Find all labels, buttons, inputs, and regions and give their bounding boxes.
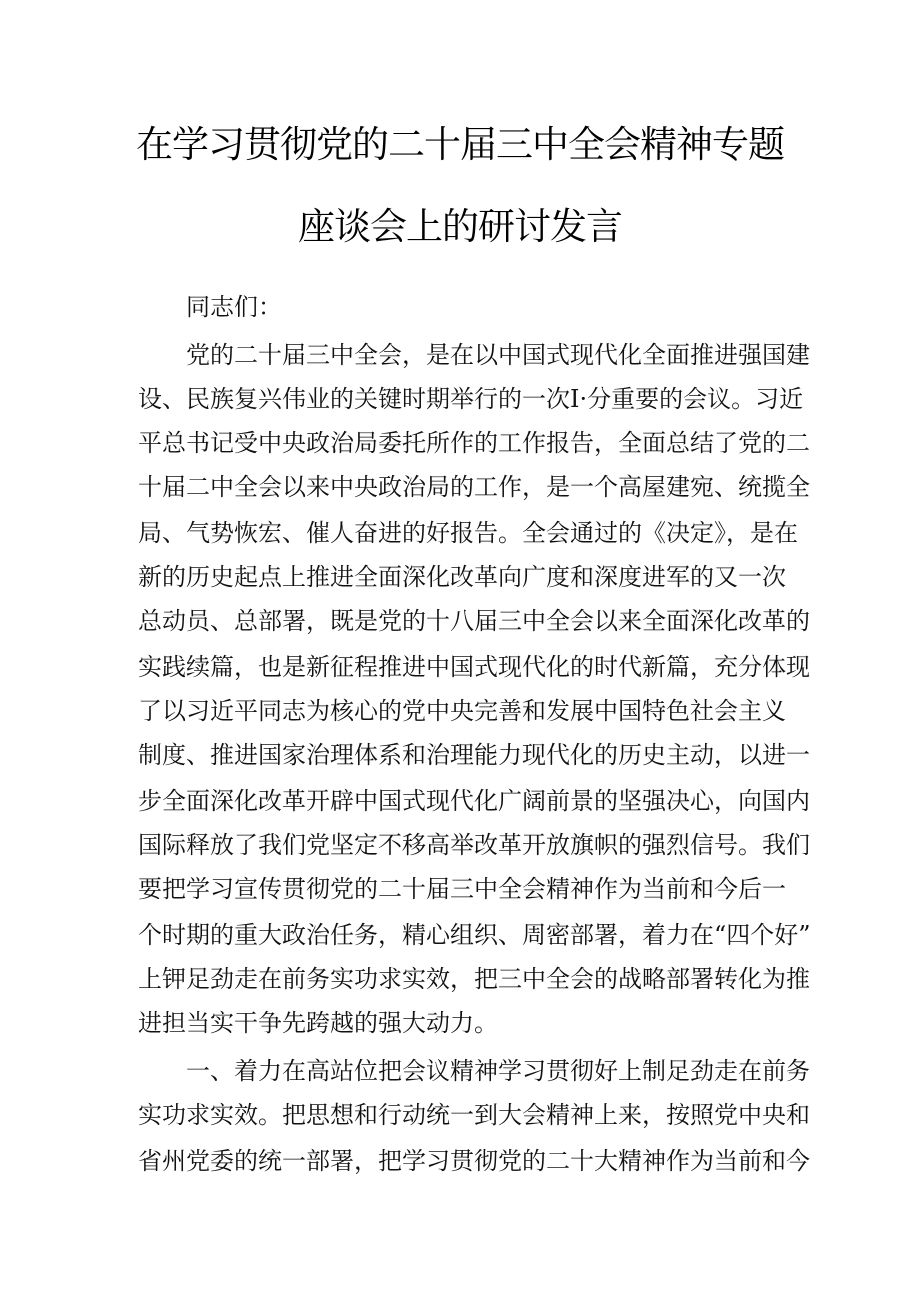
body-line: 了以习近平同志为核心的党中央完善和发展中国特色社会主义 — [138, 697, 786, 725]
body-line: 制度、推进国家治理体系和治理能力现代化的历史主动，以进一 — [138, 741, 810, 769]
body-line: 个时期的重大政治任务，精心组织、周密部署，着力在“四个好” — [138, 921, 811, 949]
body-line: 党的二十届三中全会，是在以中国式现代化全面推进强国建 — [186, 341, 810, 369]
body-line: 十届二中全会以来中央政治局的工作，是一个高屋建宛、统揽全 — [138, 473, 810, 501]
body-line: 上钾足劲走在前务实功求实效，把三中全会的战略部署转化为推 — [138, 965, 810, 993]
body-line: 局、气势恢宏、催人奋进的好报告。全会通过的《决定》，是在 — [138, 519, 798, 547]
section-heading-line: 一、着力在高站位把会议精神学习贯彻好上制足劲走在前务 — [186, 1057, 810, 1085]
body-line: 总动员、总部署，既是党的十八届三中全会以来全面深化改革的 — [138, 607, 810, 635]
body-line: 实功求实效。把思想和行动统一到大会精神上来，按照党中央和 — [138, 1101, 810, 1129]
body-line: 新的历史起点上推进全面深化改革向广度和深度进军的又一次 — [138, 563, 786, 591]
salutation: 同志们： — [186, 293, 282, 321]
body-line: 步全面深化改革开辟中国式现代化广阔前景的坚强决心，向国内 — [138, 787, 810, 815]
body-line: 平总书记受中央政治局委托所作的工作报告，全面总结了党的二 — [138, 429, 810, 457]
document-title-line-1: 在学习贯彻党的二十届三中全会精神专题 — [136, 123, 784, 166]
body-line: 省州党委的统一部署，把学习贯彻党的二十大精神作为当前和今 — [138, 1147, 810, 1175]
body-line: 实践续篇，也是新征程推进中国式现代化的时代新篇，充分体现 — [138, 653, 810, 681]
body-line: 设、民族复兴伟业的关键时期举行的一次I·分重要的会议。习近 — [138, 385, 804, 413]
body-line: 进担当实干争先跨越的强大动力。 — [138, 1009, 498, 1037]
document-title-line-2: 座谈会上的研讨发言 — [298, 205, 622, 248]
body-line: 国际释放了我们党坚定不移高举改革开放旗帜的强烈信号。我们 — [138, 831, 810, 859]
body-line: 要把学习宣传贯彻党的二十届三中全会精神作为当前和今后一 — [138, 875, 786, 903]
